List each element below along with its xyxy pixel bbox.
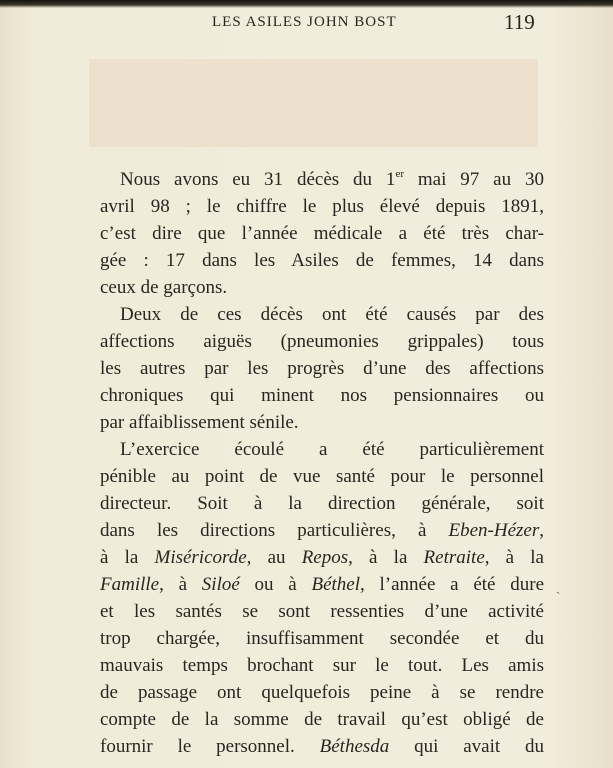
text-span: , à: [159, 574, 202, 595]
text-span: dans les directions particulières, à: [100, 520, 449, 541]
place-name: Repos: [301, 547, 349, 568]
text-span: qui avait du: [389, 736, 545, 757]
text-span: , à la: [484, 547, 544, 568]
text-span: fournir le personnel.: [100, 736, 320, 757]
text-span: , au: [246, 547, 302, 568]
text-span: mai 97 au 30: [403, 169, 544, 190]
text-line: compte de la somme de travail qu’est obligé de: [100, 709, 544, 730]
text-span: ,: [539, 520, 544, 541]
text-line: ceux de garçons.: [100, 277, 228, 298]
text-line: avril 98 ; le chiffre le plus élevé depuis 1891,: [100, 196, 544, 217]
page-number: 119: [504, 10, 535, 34]
place-name: Retraite: [423, 547, 485, 568]
running-title: LES ASILES JOHN BOST: [212, 14, 397, 30]
stray-ink-mark: ˴: [556, 583, 561, 598]
text-line: mauvais temps brochant sur le tout. Les amis: [100, 655, 544, 676]
place-name: Béthel: [311, 574, 361, 595]
text-line: directeur. Soit à la direction générale, soit: [100, 493, 544, 514]
place-name: Siloé: [201, 574, 240, 595]
text-span: Nous avons eu 31 décès du 1: [120, 169, 396, 190]
superscript: er: [395, 168, 404, 180]
place-name: Eben-Hézer: [448, 520, 540, 541]
body-text: [100, 166, 544, 760]
text-span: à la: [100, 547, 155, 568]
text-line: Deux de ces décès ont été causés par des: [120, 304, 544, 325]
text-span: , l’année a été dure: [360, 574, 545, 595]
text-line: L’exercice écoulé a été particulièrement: [120, 439, 544, 460]
place-name: Miséricorde: [154, 547, 247, 568]
text-line: [100, 733, 544, 760]
redacted-region: [89, 59, 538, 147]
text-line: affections aiguës (pneumonies grippales) tous: [100, 331, 544, 352]
text-line: [100, 571, 544, 598]
text-line: c’est dire que l’année médicale a été très char-: [100, 223, 544, 244]
text-line: les autres par les progrès d’une des affections: [100, 358, 544, 379]
text-line: [100, 517, 544, 544]
place-name: Famille: [100, 574, 160, 595]
text-line: chroniques qui minent nos pensionnaires ou: [100, 385, 544, 406]
text-line: trop chargée, insuffisamment secondée et du: [100, 628, 544, 649]
scan-top-edge: [0, 0, 613, 8]
text-line: gée : 17 dans les Asiles de femmes, 14 dans: [100, 250, 544, 271]
text-line: et les santés se sont ressenties d’une activité: [100, 601, 544, 622]
text-span: , à la: [348, 547, 424, 568]
text-line: de passage ont quelquefois peine à se rendre: [100, 682, 544, 703]
text-span: ou à: [239, 574, 312, 595]
text-line: [100, 166, 544, 193]
place-name: Béthesda: [319, 736, 390, 757]
text-line: pénible au point de vue santé pour le personnel: [100, 466, 544, 487]
text-line: [100, 544, 544, 571]
text-line: par affaiblissement sénile.: [100, 412, 299, 433]
